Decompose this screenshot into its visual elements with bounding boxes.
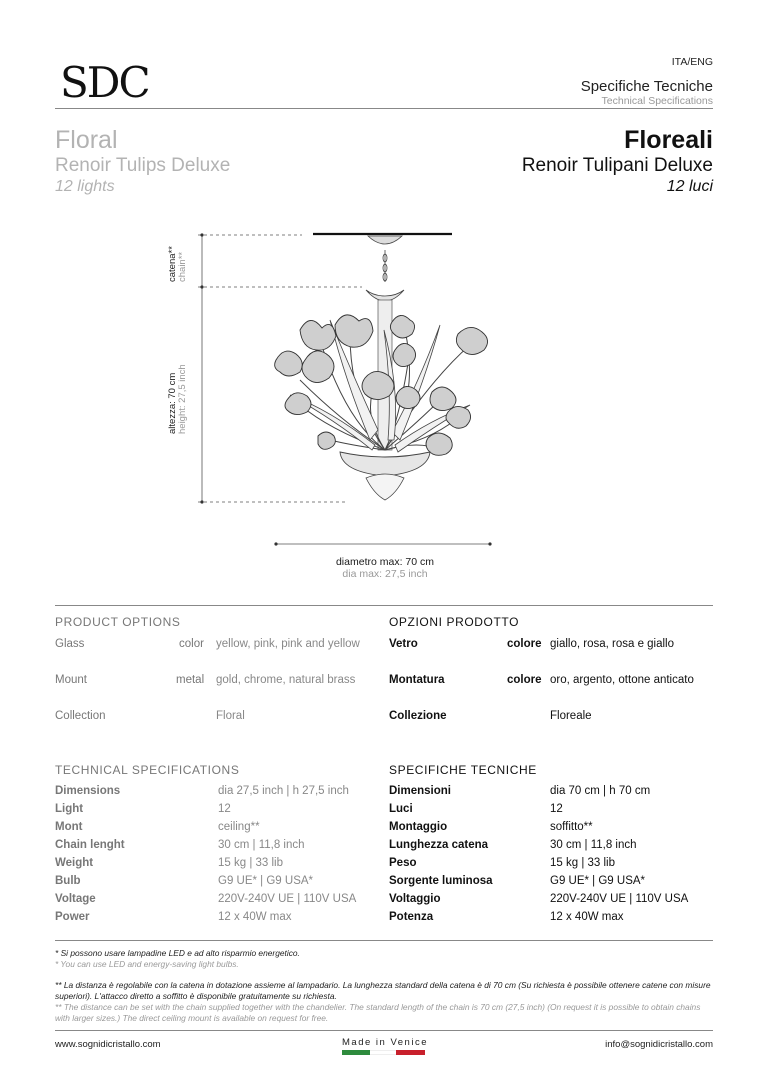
top-cup [366,290,404,301]
note-chain: ** La distanza è regolabile con la catena in dotazione assieme al lampadario. La lunghezza standard della catena è di 70 cm (Su richiesta è possibile ottenere catene con misure superiori). L'attacco diretto a soffitto è disponibile gratuitamente su richiesta. ** The distance can be set with the chain supplied together with the chandelier. The standard length of the chain is 70 cm (27,5 inch) (On request it is possible to obtain chains with larger sizes.) The direct ceiling mount is available on request for free. [55,980,711,1023]
option-row-en: Glass color yellow, pink, pink and yellow [55,638,360,650]
option-row-it: Collezione Floreale [389,710,592,722]
product-lights-it: 12 luci [666,178,713,195]
spec-row-en: Mont ceiling** [55,821,260,833]
product-options-title-en: PRODUCT OPTIONS [55,615,181,629]
spec-row-it: Lunghezza catena 30 cm | 11,8 inch [389,839,637,851]
made-in-venice: Made in Venice [342,1037,428,1048]
option-row-en: Mount metal gold, chrome, natural brass [55,674,356,686]
spec-row-en: Power 12 x 40W max [55,911,292,923]
diameter-label: diametro max: 70 cm dia max: 27,5 inch [335,556,435,580]
spec-row-it: Luci 12 [389,803,563,815]
product-name-en: Floral [55,126,118,154]
flag-red [396,1050,425,1055]
product-lights-en: 12 lights [55,178,115,195]
notes-divider [55,940,713,941]
website-link[interactable]: www.sognidicristallo.com [55,1039,161,1050]
spec-row-it: Dimensioni dia 70 cm | h 70 cm [389,785,651,797]
spec-subtitle: Technical Specifications [601,95,713,107]
spec-row-en: Dimensions dia 27,5 inch | h 27,5 inch [55,785,349,797]
spec-title: Specifiche Tecniche [580,78,713,95]
spec-row-it: Montaggio soffitto** [389,821,593,833]
spec-row-it: Peso 15 kg | 33 lib [389,857,616,869]
option-row-en: Collection Floral [55,710,245,722]
brand-logo: SDC [60,58,149,107]
bottom-finial [366,474,404,500]
spec-table [0,785,768,935]
language-indicator: ITA/ENG [671,56,713,68]
height-label: altezza: 70 cm height: 27,5 inch [167,364,188,434]
flag-green [342,1050,370,1055]
product-model-it: Renoir Tulipani Deluxe [521,155,713,176]
tech-specs-title-it: SPECIFICHE TECNICHE [389,763,537,777]
flag-white [370,1050,396,1055]
product-options-title-it: OPZIONI PRODOTTO [389,615,520,629]
option-row-it: Vetro colore giallo, rosa, rosa e giallo [389,638,675,650]
option-row-it: Montatura colore oro, argento, ottone anticato [389,674,694,686]
spec-row-en: Voltage 220V-240V UE | 110V USA [55,893,357,905]
note-led: * Si possono usare lampadine LED e ad alto risparmio energetico. * You can use LED and energy-saving light bulbs. [55,948,300,969]
chain-label: catena** chain** [167,246,188,282]
product-model-en: Renoir Tulips Deluxe [55,155,231,176]
tech-specs-title-en: TECHNICAL SPECIFICATIONS [55,763,240,777]
options-divider [55,605,713,606]
product-name-it: Floreali [624,126,713,154]
spec-row-it: Potenza 12 x 40W max [389,911,624,923]
footer-divider [55,1030,713,1031]
chain [383,250,387,282]
spec-row-it: Voltaggio 220V-240V UE | 110V USA [389,893,689,905]
bottom-bowl [340,452,430,476]
spec-row-en: Light 12 [55,803,231,815]
spec-row-en: Weight 15 kg | 33 lib [55,857,284,869]
canopy [368,236,402,244]
email-link[interactable]: info@sognidicristallo.com [605,1039,713,1050]
spec-row-it: Sorgente luminosa G9 UE* | G9 USA* [389,875,646,887]
spec-row-en: Chain lenght 30 cm | 11,8 inch [55,839,305,851]
spec-row-en: Bulb G9 UE* | G9 USA* [55,875,314,887]
